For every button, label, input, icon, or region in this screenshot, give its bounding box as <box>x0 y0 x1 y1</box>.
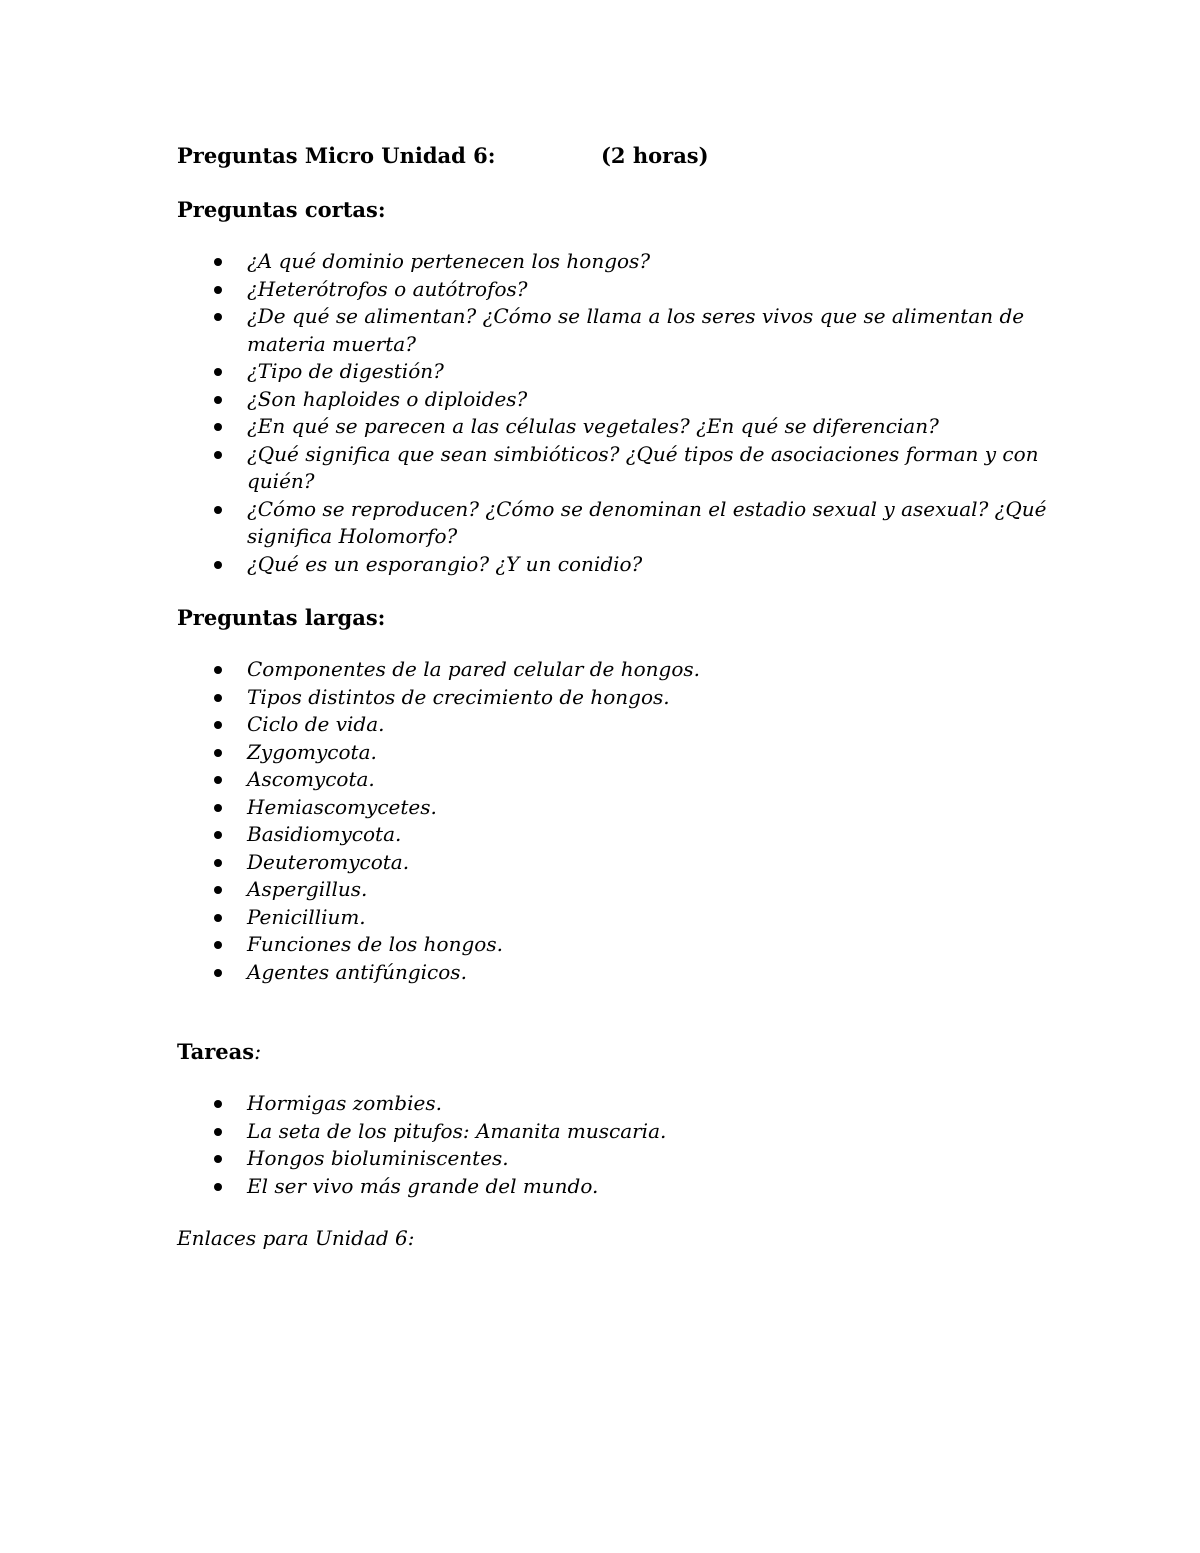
bullet-icon <box>214 666 222 674</box>
list-item: Penicillium. <box>177 904 1057 932</box>
list-item: Basidiomycota. <box>177 821 1057 849</box>
bullet-icon <box>214 776 222 784</box>
list-item: ¿Tipo de digestión? <box>177 358 1057 386</box>
long-questions-heading: Preguntas largas: <box>177 605 386 630</box>
bullet-icon <box>214 804 222 812</box>
bullet-icon <box>214 859 222 867</box>
list-item: ¿Heterótrofos o autótrofos? <box>177 276 1057 304</box>
list-item: ¿Qué significa que sean simbióticos? ¿Qué tipos de asociaciones forman y con quién? <box>177 441 1057 496</box>
list-item: ¿Cómo se reproducen? ¿Cómo se denominan el estadio sexual y asexual? ¿Qué significa Holomorfo? <box>177 496 1057 551</box>
bullet-icon <box>214 721 222 729</box>
bullet-icon <box>214 749 222 757</box>
bullet-icon <box>214 886 222 894</box>
bullet-icon <box>214 969 222 977</box>
bullet-icon <box>214 831 222 839</box>
bullet-icon <box>214 423 222 431</box>
short-questions-list <box>177 248 1057 578</box>
bullet-icon <box>214 1128 222 1136</box>
bullet-icon <box>214 694 222 702</box>
list-item: Ascomycota. <box>177 766 1057 794</box>
bullet-icon <box>214 1183 222 1191</box>
list-item: ¿De qué se alimentan? ¿Cómo se llama a los seres vivos que se alimentan de materia muerta? <box>177 303 1057 358</box>
links-heading: Enlaces para Unidad 6: <box>177 1226 415 1250</box>
list-item: Hormigas zombies. <box>177 1090 1057 1118</box>
title-text: Preguntas Micro Unidad 6: <box>177 143 496 168</box>
document-title <box>177 140 1057 172</box>
title-hours: (2 horas) <box>601 143 709 168</box>
bullet-icon <box>214 451 222 459</box>
tasks-list <box>177 1090 1057 1200</box>
tasks-heading: Tareas: <box>177 1039 262 1064</box>
list-item: Ciclo de vida. <box>177 711 1057 739</box>
list-item: ¿A qué dominio pertenecen los hongos? <box>177 248 1057 276</box>
list-item: Tipos distintos de crecimiento de hongos. <box>177 684 1057 712</box>
bullet-icon <box>214 1100 222 1108</box>
list-item: Agentes antifúngicos. <box>177 959 1057 987</box>
list-item: ¿Son haploides o diploides? <box>177 386 1057 414</box>
bullet-icon <box>214 506 222 514</box>
short-questions-heading: Preguntas cortas: <box>177 197 386 222</box>
list-item: El ser vivo más grande del mundo. <box>177 1173 1057 1201</box>
list-item: ¿Qué es un esporangio? ¿Y un conidio? <box>177 551 1057 579</box>
bullet-icon <box>214 941 222 949</box>
list-item: Deuteromycota. <box>177 849 1057 877</box>
list-item: Funciones de los hongos. <box>177 931 1057 959</box>
document-page <box>177 140 1057 1252</box>
bullet-icon <box>214 396 222 404</box>
list-item: Aspergillus. <box>177 876 1057 904</box>
list-item: ¿En qué se parecen a las células vegetales? ¿En qué se diferencian? <box>177 413 1057 441</box>
bullet-icon <box>214 914 222 922</box>
bullet-icon <box>214 313 222 321</box>
list-item: La seta de los pitufos: Amanita muscaria. <box>177 1118 1057 1146</box>
bullet-icon <box>214 258 222 266</box>
list-item: Componentes de la pared celular de hongos. <box>177 656 1057 684</box>
bullet-icon <box>214 368 222 376</box>
long-questions-list <box>177 656 1057 986</box>
bullet-icon <box>214 286 222 294</box>
bullet-icon <box>214 561 222 569</box>
list-item: Hemiascomycetes. <box>177 794 1057 822</box>
list-item: Hongos bioluminiscentes. <box>177 1145 1057 1173</box>
list-item: Zygomycota. <box>177 739 1057 767</box>
bullet-icon <box>214 1155 222 1163</box>
